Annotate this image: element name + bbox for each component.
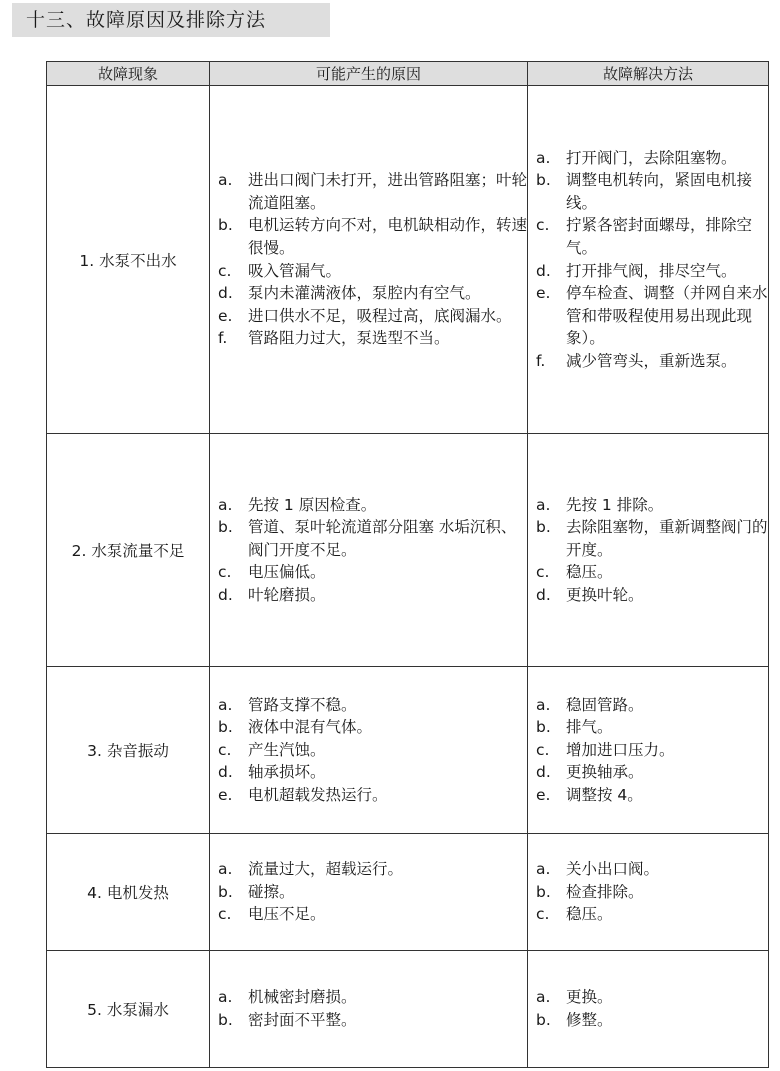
solution-item <box>536 1009 768 1032</box>
cause-item-letter: b. <box>218 518 233 537</box>
cause-item-letter: d. <box>218 284 233 303</box>
solution-item-text: 关小出口阀。 <box>566 860 660 879</box>
solution-item <box>536 516 768 561</box>
cause-item <box>218 305 527 328</box>
cause-cell <box>210 434 528 667</box>
solution-cell <box>528 434 769 667</box>
cause-item <box>218 1009 527 1032</box>
solution-item <box>536 169 768 214</box>
cause-item <box>218 494 527 517</box>
cause-item-text: 电机超载发热运行。 <box>248 785 388 804</box>
solution-item-letter: d. <box>536 763 551 782</box>
solution-item-text: 调整按 4。 <box>566 785 643 804</box>
solution-item-text: 稳固管路。 <box>566 695 644 714</box>
cause-item <box>218 903 527 926</box>
table-row <box>47 86 769 434</box>
cause-cell <box>210 951 528 1068</box>
troubleshooting-table <box>46 61 769 1068</box>
cause-item-letter: d. <box>218 763 233 782</box>
cause-item-text: 密封面不平整。 <box>248 1011 357 1029</box>
solution-item-text: 更换轴承。 <box>566 763 644 782</box>
solution-item <box>536 784 768 807</box>
solution-item <box>536 761 768 784</box>
cause-item-letter: d. <box>218 585 233 604</box>
symptom-cell: 2. 水泵流量不足 <box>47 434 210 667</box>
cause-cell <box>210 86 528 434</box>
cause-item-text: 进出口阀门未打开，进出管路阻塞；叶轮流道阻塞。 <box>248 171 528 212</box>
solution-item-letter: d. <box>536 585 551 604</box>
cause-item <box>218 169 527 214</box>
solution-item <box>536 716 768 739</box>
solution-item-text: 拧紧各密封面螺母，排除空气。 <box>566 216 753 257</box>
table-header <box>47 62 769 86</box>
solution-item-letter: c. <box>536 216 550 235</box>
column-header-solutions: 故障解决方法 <box>528 62 769 86</box>
solution-item-text: 检查排除。 <box>566 882 644 901</box>
solution-item <box>536 350 768 373</box>
solution-item <box>536 986 768 1009</box>
solution-item-letter: a. <box>536 148 551 167</box>
cause-item <box>218 260 527 283</box>
solution-item-letter: b. <box>536 518 551 537</box>
cause-item-text: 进口供水不足，吸程过高，底阀漏水。 <box>248 306 512 325</box>
cause-item-text: 流量过大，超载运行。 <box>248 860 404 879</box>
solution-item-text: 排气。 <box>566 718 613 737</box>
solution-item-letter: b. <box>536 1011 551 1029</box>
cause-item <box>218 327 527 350</box>
table-row <box>47 434 769 667</box>
column-header-causes: 可能产生的原因 <box>210 62 528 86</box>
solution-item-text: 先按 1 排除。 <box>566 495 664 514</box>
solution-item-letter: b. <box>536 171 551 190</box>
solution-item-text: 修整。 <box>566 1011 613 1029</box>
cause-item-letter: a. <box>218 695 233 714</box>
cause-item <box>218 761 527 784</box>
table-row <box>47 951 769 1068</box>
cause-item-text: 先按 1 原因检查。 <box>248 495 377 514</box>
solution-item-letter: a. <box>536 695 551 714</box>
cause-item <box>218 739 527 762</box>
solution-cell <box>528 834 769 951</box>
solution-item <box>536 858 768 881</box>
cause-item-letter: a. <box>218 495 233 514</box>
cause-item <box>218 516 527 561</box>
solution-item <box>536 147 768 170</box>
cause-item-text: 泵内未灌满液体，泵腔内有空气。 <box>248 284 481 303</box>
solution-item-text: 调整电机转向，紧固电机接线。 <box>566 171 753 212</box>
cause-item-letter: b. <box>218 1011 233 1029</box>
cause-item-text: 轴承损坏。 <box>248 763 326 782</box>
solution-cell <box>528 951 769 1068</box>
solution-item-text: 减少管弯头，重新选泵。 <box>566 351 737 370</box>
solution-item <box>536 214 768 259</box>
section-heading: 十三、故障原因及排除方法 <box>12 3 330 37</box>
cause-item <box>218 881 527 904</box>
solution-item <box>536 694 768 717</box>
symptom-cell: 4. 电机发热 <box>47 834 210 951</box>
table-row <box>47 667 769 834</box>
solution-item-letter: a. <box>536 495 551 514</box>
cause-cell <box>210 834 528 951</box>
cause-cell <box>210 667 528 834</box>
solution-item-letter: a. <box>536 988 551 1007</box>
cause-item <box>218 214 527 259</box>
solution-item <box>536 260 768 283</box>
cause-item <box>218 784 527 807</box>
cause-item-text: 叶轮磨损。 <box>248 585 326 604</box>
cause-item-letter: c. <box>218 905 232 924</box>
symptom-cell: 5. 水泵漏水 <box>47 951 210 1068</box>
solution-cell <box>528 667 769 834</box>
cause-item-letter: c. <box>218 740 232 759</box>
solution-item-letter: c. <box>536 905 550 924</box>
cause-item-text: 吸入管漏气。 <box>248 261 342 280</box>
solution-cell <box>528 86 769 434</box>
cause-item-letter: c. <box>218 261 232 280</box>
solution-item-letter: e. <box>536 785 551 804</box>
solution-item-text: 去除阻塞物，重新调整阀门的开度。 <box>566 518 768 559</box>
cause-item-letter: b. <box>218 216 233 235</box>
solution-item-letter: e. <box>536 284 551 303</box>
solution-item <box>536 903 768 926</box>
cause-item <box>218 858 527 881</box>
solution-item-letter: f. <box>536 351 546 370</box>
cause-item-text: 碰擦。 <box>248 882 295 901</box>
cause-item-letter: a. <box>218 860 233 879</box>
solution-item-text: 稳压。 <box>566 905 613 924</box>
solution-item-text: 增加进口压力。 <box>566 740 675 759</box>
table-row <box>47 834 769 951</box>
cause-item <box>218 986 527 1009</box>
cause-item <box>218 716 527 739</box>
cause-item-text: 电压偏低。 <box>248 563 326 582</box>
cause-item-text: 管道、泵叶轮流道部分阻塞 水垢沉积、阀门开度不足。 <box>248 518 517 559</box>
solution-item-text: 打开排气阀，排尽空气。 <box>566 261 737 280</box>
solution-item <box>536 561 768 584</box>
symptom-cell: 3. 杂音振动 <box>47 667 210 834</box>
solution-item <box>536 494 768 517</box>
solution-item <box>536 584 768 607</box>
solution-item-text: 更换。 <box>566 988 613 1007</box>
cause-item-text: 产生汽蚀。 <box>248 740 326 759</box>
cause-item-text: 电压不足。 <box>248 905 326 924</box>
cause-item <box>218 584 527 607</box>
cause-item-letter: b. <box>218 882 233 901</box>
table-body <box>47 86 769 1068</box>
solution-item-letter: b. <box>536 718 551 737</box>
solution-item <box>536 739 768 762</box>
solution-item-text: 打开阀门，去除阻塞物。 <box>566 148 737 167</box>
cause-item-text: 管路阻力过大，泵选型不当。 <box>248 329 450 348</box>
column-header-symptom: 故障现象 <box>47 62 210 86</box>
cause-item-letter: a. <box>218 171 233 190</box>
solution-item <box>536 881 768 904</box>
solution-item-text: 稳压。 <box>566 563 613 582</box>
solution-item <box>536 282 768 350</box>
solution-item-letter: b. <box>536 882 551 901</box>
cause-item-text: 液体中混有气体。 <box>248 718 373 737</box>
cause-item <box>218 282 527 305</box>
solution-item-letter: c. <box>536 740 550 759</box>
cause-item <box>218 561 527 584</box>
solution-item-text: 更换叶轮。 <box>566 585 644 604</box>
cause-item-letter: e. <box>218 785 233 804</box>
symptom-cell: 1. 水泵不出水 <box>47 86 210 434</box>
cause-item-text: 电机运转方向不对，电机缺相动作，转速很慢。 <box>248 216 528 257</box>
solution-item-text: 停车检查、调整（并网自来水管和带吸程使用易出现此现象）。 <box>566 284 768 348</box>
solution-item-letter: c. <box>536 563 550 582</box>
cause-item <box>218 694 527 717</box>
cause-item-letter: f. <box>218 329 228 348</box>
cause-item-letter: b. <box>218 718 233 737</box>
solution-item-letter: a. <box>536 860 551 879</box>
cause-item-letter: a. <box>218 988 233 1007</box>
cause-item-text: 管路支撑不稳。 <box>248 695 357 714</box>
cause-item-letter: c. <box>218 563 232 582</box>
solution-item-letter: d. <box>536 261 551 280</box>
cause-item-text: 机械密封磨损。 <box>248 988 357 1007</box>
cause-item-letter: e. <box>218 306 233 325</box>
